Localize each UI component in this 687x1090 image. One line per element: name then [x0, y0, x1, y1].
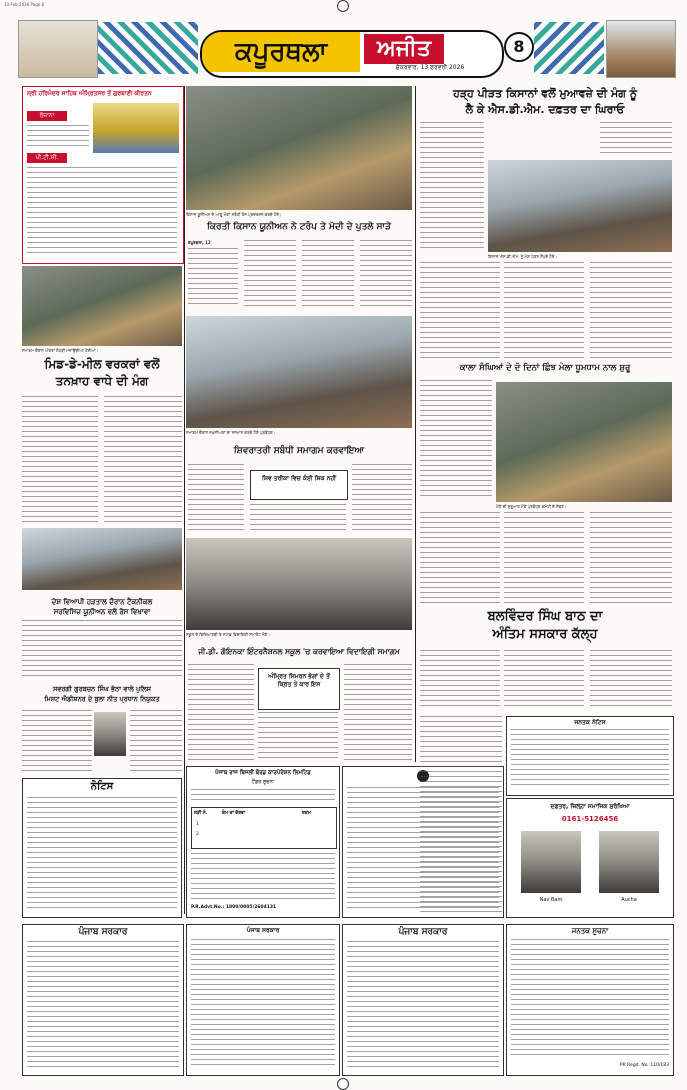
phone-number: 0161-5126456: [561, 815, 619, 823]
right-headline-1a: ਹੜ੍ਹ ਪੀੜਤ ਕਿਸਾਨਾਂ ਵਲੋਂ ਮੁਆਵਜ਼ੇ ਦੀ ਮੰਗ ਨੂੰ: [453, 87, 637, 100]
sdm-office-photo: [488, 160, 672, 252]
left-headline-1b: ਤਨਖ਼ਾਹ ਵਾਧੇ ਦੀ ਮੰਗ: [55, 374, 149, 388]
farmers-protest-photo: [186, 86, 412, 210]
left-headline-2a: ਦੇਸ਼ ਵਿਆਪੀ ਹੜਤਾਲ ਦੌਰਾਨ ਟੈਕਨੀਕਲ: [51, 598, 153, 606]
center-dateline-1: ਕਪੂਰਥਲਾ, 12: [188, 240, 211, 245]
lohri-photo: [22, 266, 182, 346]
child-photo-2: [599, 831, 659, 893]
left-notice-box: [22, 778, 182, 918]
tender-table: [191, 807, 337, 849]
tender-ad: [186, 766, 340, 918]
right-headline-3a: ਬਲਵਿੰਦਰ ਸਿੰਘ ਬਾਠ ਦਾ: [487, 609, 603, 624]
kirtan-title: ਸ੍ਰੀ ਹਰਿਮੰਦਰ ਸਾਹਿਬ ਅੰਮ੍ਰਿਤਸਰ ਤੋਂ ਗੁਰਬਾਣੀ ਕੀਰਤਨ: [27, 90, 152, 97]
right-headline-2: ਕਾਲਾ ਸੰਘਿਆਂ ਦੇ ਦੋ ਦਿਨਾਂ ਛਿੰਝ ਮੇਲਾ ਧੂਮਧਾਮ ਨਾਲ ਸ਼ੁਰੂ: [459, 363, 631, 373]
masthead-title-box: [200, 30, 504, 78]
right-notice-1-title: ਜਨਤਕ ਨੋਟਿਸ: [574, 719, 606, 726]
chhinj-mela-photo: [496, 382, 672, 502]
masthead-left-photo: [18, 20, 98, 78]
bottom-ad-3-title: ਪੰਜਾਬ ਸਰਕਾਰ: [398, 927, 448, 937]
golden-temple-image: [93, 103, 179, 153]
tender-row-2: 2: [196, 832, 199, 837]
school-farewell-photo: [186, 538, 412, 630]
right-headline-3b: ਅੰਤਿਮ ਸਸਕਾਰ ਕੱਲ੍ਹ: [492, 627, 598, 642]
paper-name: ਅਜੀਤ: [364, 34, 444, 64]
tender-ad-title: ਪੰਜਾਬ ਰਾਜ ਬਿਜਲੀ ਬੋਰਡ ਕਾਰਪੋਰੇਸ਼ਨ ਲਿਮਟਿਡ: [215, 770, 311, 776]
right-notice-1: [506, 716, 674, 796]
masthead-pattern-left: [98, 22, 198, 74]
shivratri-caption: ਸਮਾਗਮ ਦੌਰਾਨ ਸ਼ਖ਼ਸੀਅਤਾਂ ਦਾ ਸਨਮਾਨ ਕਰਦੇ ਹੋਏ ਪ੍ਰਬੰਧਕ।: [186, 430, 276, 435]
center-headline-3: ਜੀ.ਡੀ. ਗੋਇਨਕਾ ਇੰਟਰਨੈਸ਼ਨਲ ਸਕੂਲ 'ਚ ਕਰਵਾਇਆ ਵਿਦਾਇਗੀ ਸਮਾਗਮ: [198, 647, 400, 656]
tender-row-1: 1: [196, 822, 199, 827]
pr-number: P.R.Advt.No.: 1800/0005/2604131: [191, 905, 277, 910]
footer-note: PR Regd. No. 110/183: [619, 1063, 669, 1068]
print-slug: 13-Feb-2026 Page 8: [4, 2, 45, 7]
crosshair-icon: [337, 0, 349, 12]
left-notice-title: ਨੋਟਿਸ: [90, 781, 114, 792]
right-headline-1b: ਲੈ ਕੇ ਐਸ.ਡੀ.ਐਮ. ਦਫ਼ਤਰ ਦਾ ਘਿਰਾਓ: [465, 103, 625, 116]
right-notice-2-line: ਦਫ਼ਤਰ, ਜ਼ਿਲ੍ਹਾ ਸਮਾਜਿਕ ਸੁਰੱਖਿਆ: [550, 803, 630, 810]
school-caption: ਸਕੂਲ ਦੇ ਵਿਦਿਆਰਥੀ ਤੇ ਸਟਾਫ਼ ਵਿਦਾਇਗੀ ਸਮਾਰੋਹ ਮੌਕੇ।: [186, 632, 270, 637]
kirtan-box: [22, 86, 184, 264]
bottom-ad-4-title: ਜਨਤਕ ਸੂਚਨਾ: [571, 927, 609, 935]
bottom-ad-3: [342, 924, 504, 1076]
mela-caption: ਮੇਲੇ ਦੀ ਸ਼ੁਰੂਆਤ ਮੌਕੇ ਪ੍ਰਬੰਧਕ ਕਮੇਟੀ ਦੇ ਮੈਂਬਰ।: [496, 504, 567, 509]
tender-ad-subtitle: ਟੈਂਡਰ ਸੂਚਨਾ: [251, 779, 275, 785]
left-headline-2b: ਸਰਵਿਸਿਜ਼ ਯੂਨੀਅਨ ਵਲੋਂ ਰੋਸ ਵਿਖਾਵਾ: [53, 608, 151, 616]
bottom-ad-1: [22, 924, 184, 1076]
masthead-right-photo: [606, 20, 676, 78]
bottom-ad-2-title: ਪੰਜਾਬ ਸਰਕਾਰ: [246, 927, 280, 934]
bottom-ad-1-title: ਪੰਜਾਬ ਸਰਕਾਰ: [78, 927, 128, 937]
label-ptc: ਪੀ.ਟੀ.ਸੀ.: [27, 153, 67, 163]
child-photo-1: [521, 831, 581, 893]
mini-headline-box: [258, 668, 340, 710]
sdm-caption: ਕਿਸਾਨ ਐਸ.ਡੀ.ਐਮ. ਨੂੰ ਮੰਗ ਪੱਤਰ ਸੌਂਪਦੇ ਹੋਏ।: [488, 254, 558, 259]
bottom-ad-4: [506, 924, 674, 1076]
tender-col-3: ਰਕਮ: [302, 811, 311, 816]
page-number: 8: [504, 32, 534, 62]
left-headline-3a: ਸਵਰਗੀ ਗੁਰਬਚਨ ਸਿੰਘ ਭੱਠਾ ਵਾਲੇ ਪੁਲਿਸ: [53, 685, 151, 693]
center-headline-1: ਕਿਰਤੀ ਕਿਸਾਨ ਯੂਨੀਅਨ ਨੇ ਟਰੰਪ ਤੇ ਮੋਦੀ ਦੇ ਪੁਤਲੇ ਸਾੜੇ: [207, 222, 391, 232]
city-title: ਕਪੂਰਥਲਾ: [202, 32, 360, 72]
farmers-caption: ਕਿਸਾਨ ਯੂਨੀਅਨ ਦੇ ਆਗੂ ਮੰਗਾਂ ਸਬੰਧੀ ਰੋਸ ਪ੍ਰਦਰਸ਼ਨ ਕਰਦੇ ਹੋਏ।: [186, 212, 282, 217]
child-name-2: Aucha: [621, 897, 637, 903]
left-headline-3b: ਮਿਸਟ ਐਡੀਸ਼ਨਰ ਦੇ ਬੁਲਾ ਨੀਤ ਪ੍ਰਧਾਨ ਨਿਯੁਕਤ: [44, 695, 160, 703]
right-notice-2: [506, 798, 674, 918]
left-headline-1a: ਮਿਡ-ਡੇ-ਮੀਲ ਵਰਕਰਾਂ ਵਲੋਂ: [44, 357, 160, 371]
portrait-photo: [94, 712, 126, 756]
crosshair-icon: [337, 1078, 349, 1090]
child-name-1: Nav Bam: [539, 897, 563, 903]
bottom-ad-2: [186, 924, 340, 1076]
date-line: ਸ਼ੁੱਕਰਵਾਰ, 13 ਫਰਵਰੀ 2026: [395, 64, 465, 71]
tender-col-1: ਲੜੀ ਨੰ.: [194, 811, 208, 816]
masthead: [18, 12, 674, 76]
lohri-caption: ਸਮਾਗਮ ਦੌਰਾਨ ਔਰਤਾਂ ਲੋਹੜੀ ਮਨਾਉਂਦੀਆਂ ਹੋਈਆਂ।: [22, 348, 99, 353]
shivratri-photo: [186, 316, 412, 428]
mini-headline: ਅੰਮ੍ਰਿਤ ਸਿਮਰਨ ਭੋਗਾਂ ਦੇ ਤੋਂ ਕ੍ਰਿਤ ਤੇ ਕਾਰ ਇਸ: [268, 673, 330, 688]
center-headline-2: ਸ਼ਿਵਰਾਤਰੀ ਸਬੰਧੀ ਸਮਾਗਮ ਕਰਵਾਇਆ: [233, 446, 365, 456]
union-protest-photo: [22, 528, 182, 590]
pull-quote: ਸ਼ਿਵ ਤਰੀਕਾ ਵਿਚ ਕੋਈ ਸ਼ਿਕ ਨਹੀਂ: [262, 475, 336, 482]
pull-quote-box: [250, 470, 348, 500]
tender-col-2: ਕੰਮ ਦਾ ਵੇਰਵਾ: [222, 811, 246, 816]
masthead-pattern-right: [534, 22, 604, 74]
label-daily: ਰੋਜ਼ਾਨਾ: [27, 111, 67, 121]
